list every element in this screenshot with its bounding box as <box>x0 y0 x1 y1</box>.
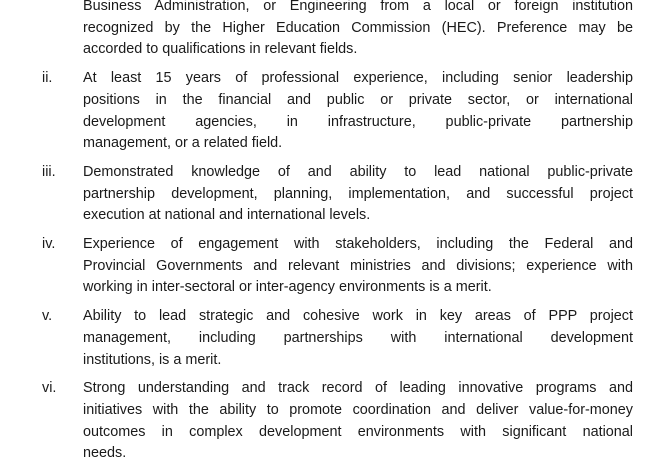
text-line: Experience of engagement with stakeholders, including the Federal and <box>83 236 633 253</box>
list-item-text <box>83 162 633 227</box>
text-line: partnership development, planning, implementation, and successful project <box>83 185 633 202</box>
text-line: needs. <box>83 445 127 462</box>
list-numeral: vi. <box>42 380 57 397</box>
list-item <box>0 378 645 465</box>
list-numeral: iv. <box>42 236 56 253</box>
list-item <box>0 0 645 61</box>
text-line: positions in the financial and public or private sector, or international <box>83 91 633 108</box>
text-line: Provincial Governments and relevant ministries and divisions; experience with <box>83 257 633 274</box>
list-item-text <box>83 234 633 299</box>
text-line: initiatives with the ability to promote coordination and deliver value-for-money <box>83 401 633 418</box>
text-line: management, or a related field. <box>83 135 283 152</box>
text-line: Strong understanding and track record of leading innovative programs and <box>83 380 633 397</box>
text-line: recognized by the Higher Education Commission (HEC). Preference may be <box>83 19 633 36</box>
text-line: institutions, is a merit. <box>83 351 222 368</box>
text-line: accorded to qualifications in relevant fields. <box>83 41 358 58</box>
list-item <box>0 234 645 299</box>
list-item-text <box>83 0 633 61</box>
list-item-text <box>83 306 633 371</box>
text-line: development agencies, in infrastructure, public-private partnership <box>83 113 633 130</box>
text-line: outcomes in complex development environments with significant national <box>83 423 633 440</box>
list-item <box>0 162 645 227</box>
list-item <box>0 306 645 371</box>
text-line: At least 15 years of professional experience, including senior leadership <box>83 70 633 87</box>
list-numeral: ii. <box>42 70 53 87</box>
text-line: execution at national and international levels. <box>83 207 371 224</box>
text-line: Demonstrated knowledge of and ability to lead national public-private <box>83 163 633 180</box>
list-item <box>0 68 645 155</box>
text-line: management, including partnerships with international development <box>83 329 633 346</box>
list-numeral: iii. <box>42 163 56 180</box>
list-numeral: v. <box>42 308 53 325</box>
text-line: working in inter-sectoral or inter-agency environments is a merit. <box>83 279 492 296</box>
list-item-text <box>83 378 633 465</box>
list-item-text <box>83 68 633 155</box>
text-line: Ability to lead strategic and cohesive work in key areas of PPP project <box>83 308 633 325</box>
text-line: Business Administration, or Engineering from a local or foreign institution <box>83 0 633 14</box>
